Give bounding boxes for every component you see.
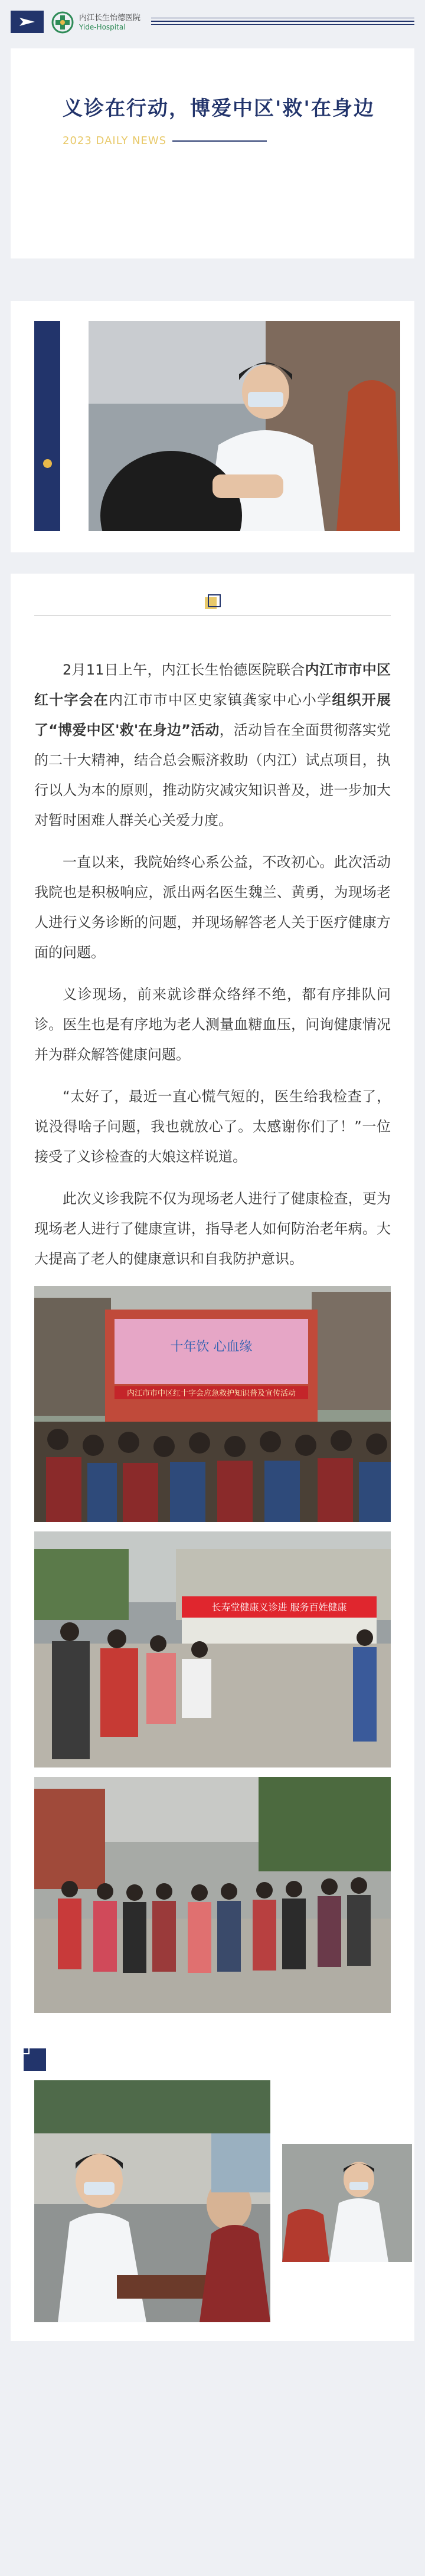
hospital-logo-icon — [51, 11, 74, 34]
hospital-name-cn: 内江长生怡德医院 — [79, 14, 141, 22]
stage-banner-text: 内江市市中区红十字会应急救护知识普及宣传活动 — [126, 1389, 296, 1398]
cover-card — [11, 301, 414, 552]
title-subtitle-row — [63, 135, 385, 147]
doctor-exam-photo — [34, 2080, 270, 2322]
subtitle-rule — [172, 140, 267, 142]
header-divider — [151, 18, 414, 27]
hospital-name-en: Yide-Hospital — [79, 22, 126, 31]
event-stage-photo — [34, 1286, 391, 1522]
cover-accent-dot — [43, 459, 52, 468]
patient-line-photo — [34, 1777, 391, 2013]
article-paragraph-3: 义诊现场，前来就诊群众络绎不绝，都有序排队问诊。医生也是有序地为老人测量血糖血压，问询健康情况并为群众解答健康问题。 — [34, 986, 391, 1063]
article-paragraph-2: 一直以来，我院始终心系公益，不改初心。此次活动我院也是积极响应，派出两名医生魏兰、黄勇，为现场老人进行义务诊断的问题，并现场解答老人关于医疗健康方面的问题。 — [34, 854, 391, 961]
stage-screen-text: 十年饮 心血缘 — [170, 1340, 253, 1354]
daily-news-label: 2023 DAILY NEWS — [63, 135, 167, 147]
blood-pressure-photo — [282, 2144, 412, 2262]
cover-accent-bar — [34, 321, 60, 531]
article-paragraph-4: “太好了，最近一直心慌气短的，医生给我检查了，说没得啥子问题，我也就放心了。太感谢你们了！”一位接受了义诊检查的大娘这样说道。 — [34, 1088, 391, 1165]
article-divider — [34, 615, 391, 616]
send-icon — [18, 17, 36, 27]
hospital-brand — [51, 11, 140, 34]
article-title: 义诊在行动，博爱中区'救'在身边 — [63, 97, 375, 120]
header-bar — [0, 0, 425, 45]
article-paragraph-5: 此次义诊我院不仅为现场老人进行了健康检查，更为现场老人进行了健康宣讲，指导老人如何防治老年病。大大提高了老人的健康意识和自我防护意识。 — [34, 1190, 391, 1267]
cover-photo — [89, 321, 400, 531]
clinic-banner-text: 长寿堂健康义诊进 服务百姓健康 — [211, 1602, 347, 1613]
bottom-accent-square — [24, 2048, 46, 2071]
share-button[interactable] — [11, 11, 44, 33]
document-icon — [204, 594, 221, 611]
title-card — [11, 48, 414, 258]
article-card — [11, 574, 414, 2034]
article-paragraph-1: 2月11日上午，内江长生怡德医院联合内江市市中区红十字会在内江市市中区史家镇龚家中心小学组织开展了“博爱中区'救'在身边”活动，活动旨在全面贯彻落实党的二十大精神，结合总会赈济救助（内江）试点项目，执行以人为本的原则，推动防灾减灾知识普及，进一步加大对暂时困难人群关心关爱力度。 — [34, 662, 391, 829]
bottom-photo-strip — [11, 2034, 414, 2341]
clinic-queue-photo — [34, 1531, 391, 1767]
